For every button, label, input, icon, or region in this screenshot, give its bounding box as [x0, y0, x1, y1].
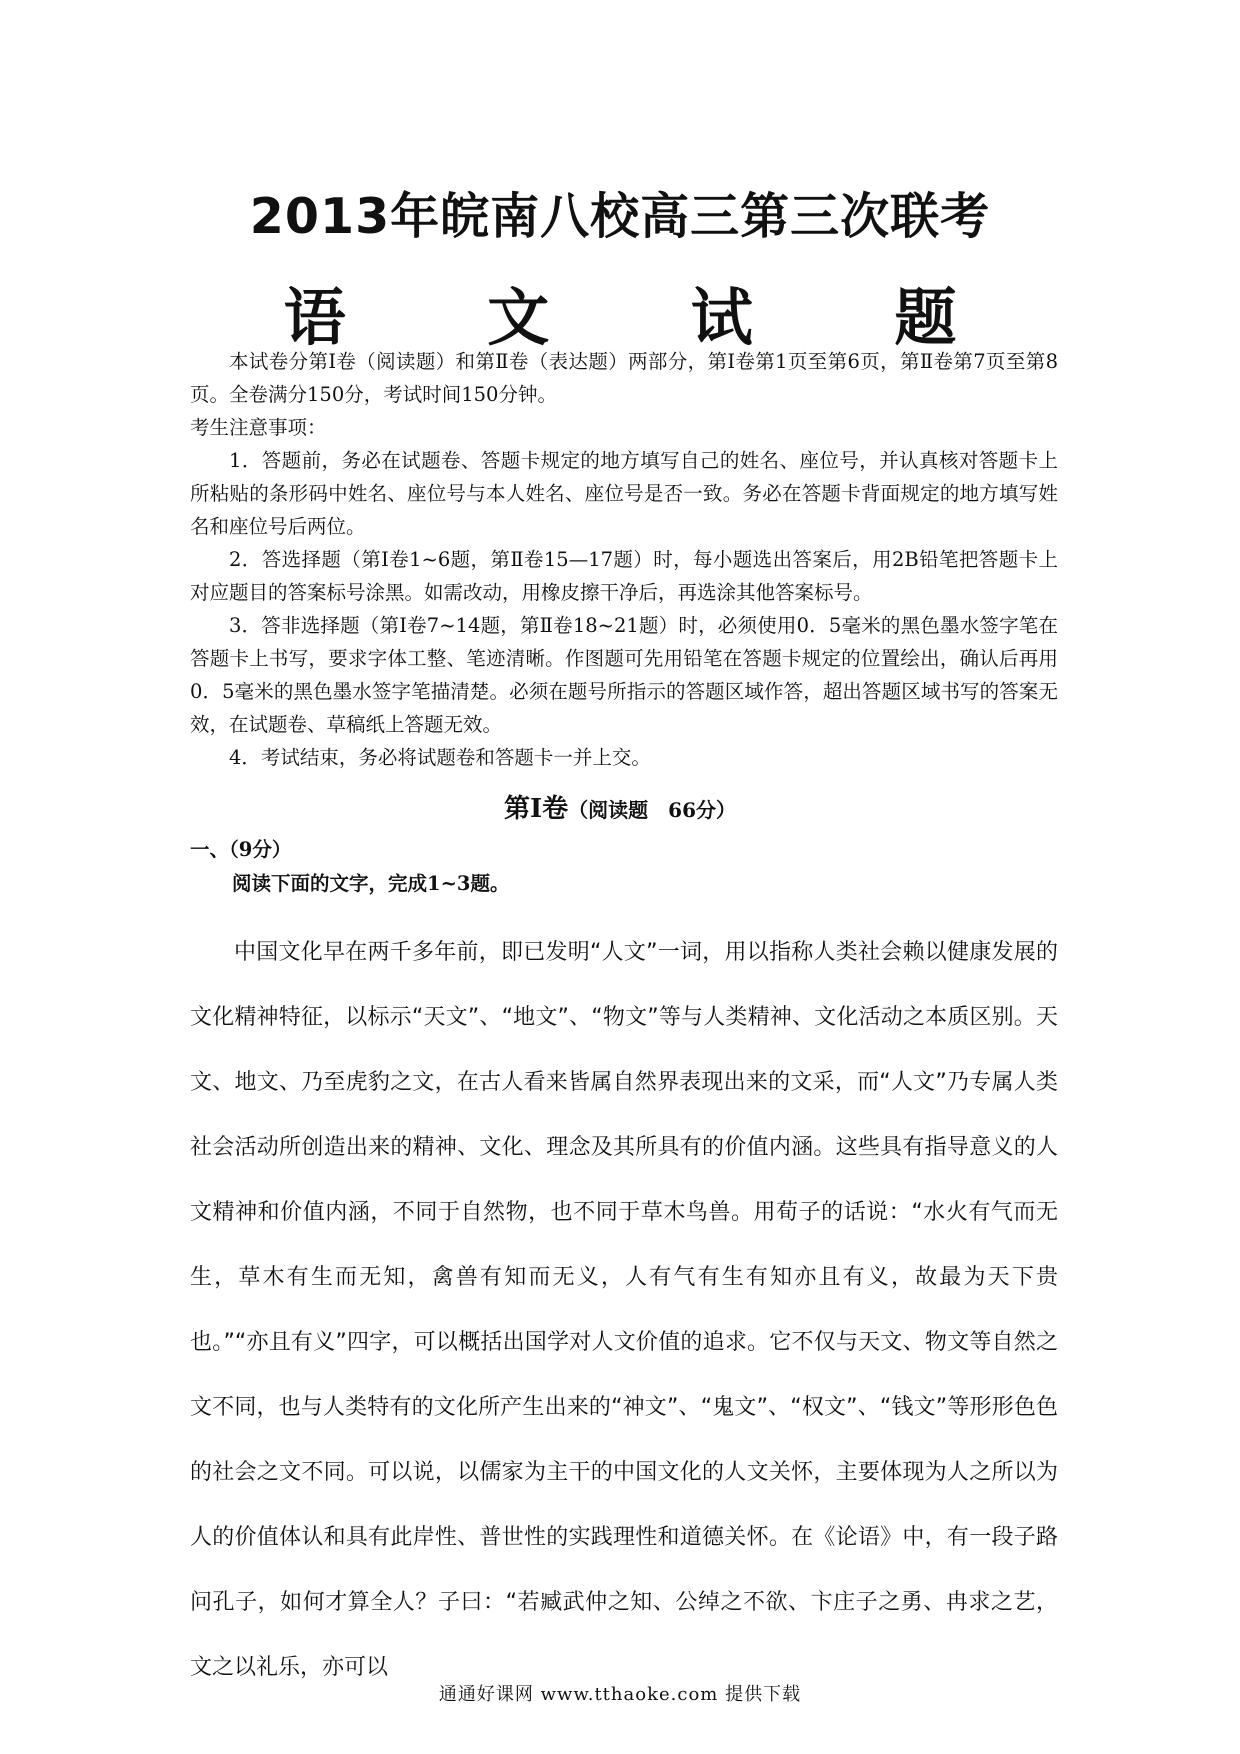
- exam-title: 2013年皖南八校高三第三次联考: [249, 188, 991, 245]
- passage-paragraph: 中国文化早在两千多年前，即已发明“人文”一词，用以指称人类社会赖以健康发展的文化精神特征，以标示“天文”、“地文”、“物文”等与人类精神、文化活动之本质区别。天文、地文、乃至虎豹之文，在古人看来皆属自然界表现出来的文采，而“人文”乃专属人类社会活动所创造出来的精神、文化、理念及其所具有的价值内涵。这些具有指导意义的人文精神和价值内涵，不同于自然物，也不同于草木鸟兽。用荀子的话说：“水火有气而无生，草木有生而无知，禽兽有知而无义，人有气有生有知亦且有义，故最为天下贵也。”“亦且有义”四字，可以概括出国学对人文价值的追求。它不仅与天文、物文等自然之文不同，也与人类特有的文化所产生出来的“神文”、“鬼文”、“权文”、“钱文”等形形色色的社会之文不同。可以说，以儒家为主干的中国文化的人文关怀，主要体现为人之所以为人的价值体认和具有此岸性、普世性的实践理性和道德关怀。在《论语》中，有一段子路问孔子，如何才算全人？子曰：“若臧武仲之知、公绰之不欲、卞庄子之勇、冉求之艺，文之以礼乐，亦可以: [190, 940, 1058, 1680]
- section-subtitle: （阅读题 66分）: [568, 798, 736, 822]
- reading-passage: [190, 920, 1058, 1700]
- notice-item-1: 1．答题前，务必在试题卷、答题卡规定的地方填写自己的姓名、座位号，并认真核对答题卡上所粘贴的条形码中姓名、座位号与本人姓名、座位号是否一致。务必在答题卡背面规定的地方填写姓名和座位号后两位。: [190, 449, 1058, 538]
- footer-text: 通通好课网 www.tthaoke.com 提供下载: [438, 1684, 802, 1705]
- subject-title: 语 文 试 题: [283, 281, 1017, 354]
- notice-label: 考生注意事项：: [190, 416, 327, 439]
- intro-paragraph: 本试卷分第Ⅰ卷（阅读题）和第Ⅱ卷（表达题）两部分，第Ⅰ卷第1页至第6页，第Ⅱ卷第7页至第8页。全卷满分150分，考试时间150分钟。: [190, 350, 1058, 406]
- exam-instructions: [190, 345, 1058, 774]
- section-heading: [0, 788, 1240, 825]
- part-label: 一、（9分）: [190, 838, 292, 861]
- notice-item-2: 2．答选择题（第Ⅰ卷1~6题，第Ⅱ卷15—17题）时，每小题选出答案后，用2B铅笔把答题卡上对应题目的答案标号涂黑。如需改动，用橡皮擦干净后，再选涂其他答案标号。: [190, 548, 1058, 604]
- section-title: 第Ⅰ卷: [503, 794, 569, 824]
- notice-item-4: 4．考试结束，务必将试题卷和答题卡一并上交。: [229, 746, 651, 769]
- reading-instruction: 阅读下面的文字，完成1~3题。: [232, 872, 510, 895]
- notice-item-3: 3．答非选择题（第Ⅰ卷7~14题，第Ⅱ卷18~21题）时，必须使用0．5毫米的黑色墨水签字笔在答题卡上书写，要求字体工整、笔迹清晰。作图题可先用铅笔在答题卡规定的位置绘出，确认后再用0．5毫米的黑色墨水签字笔描清楚。必须在题号所指示的答题区域作答，超出答题区域书写的答案无效，在试题卷、草稿纸上答题无效。: [190, 614, 1058, 736]
